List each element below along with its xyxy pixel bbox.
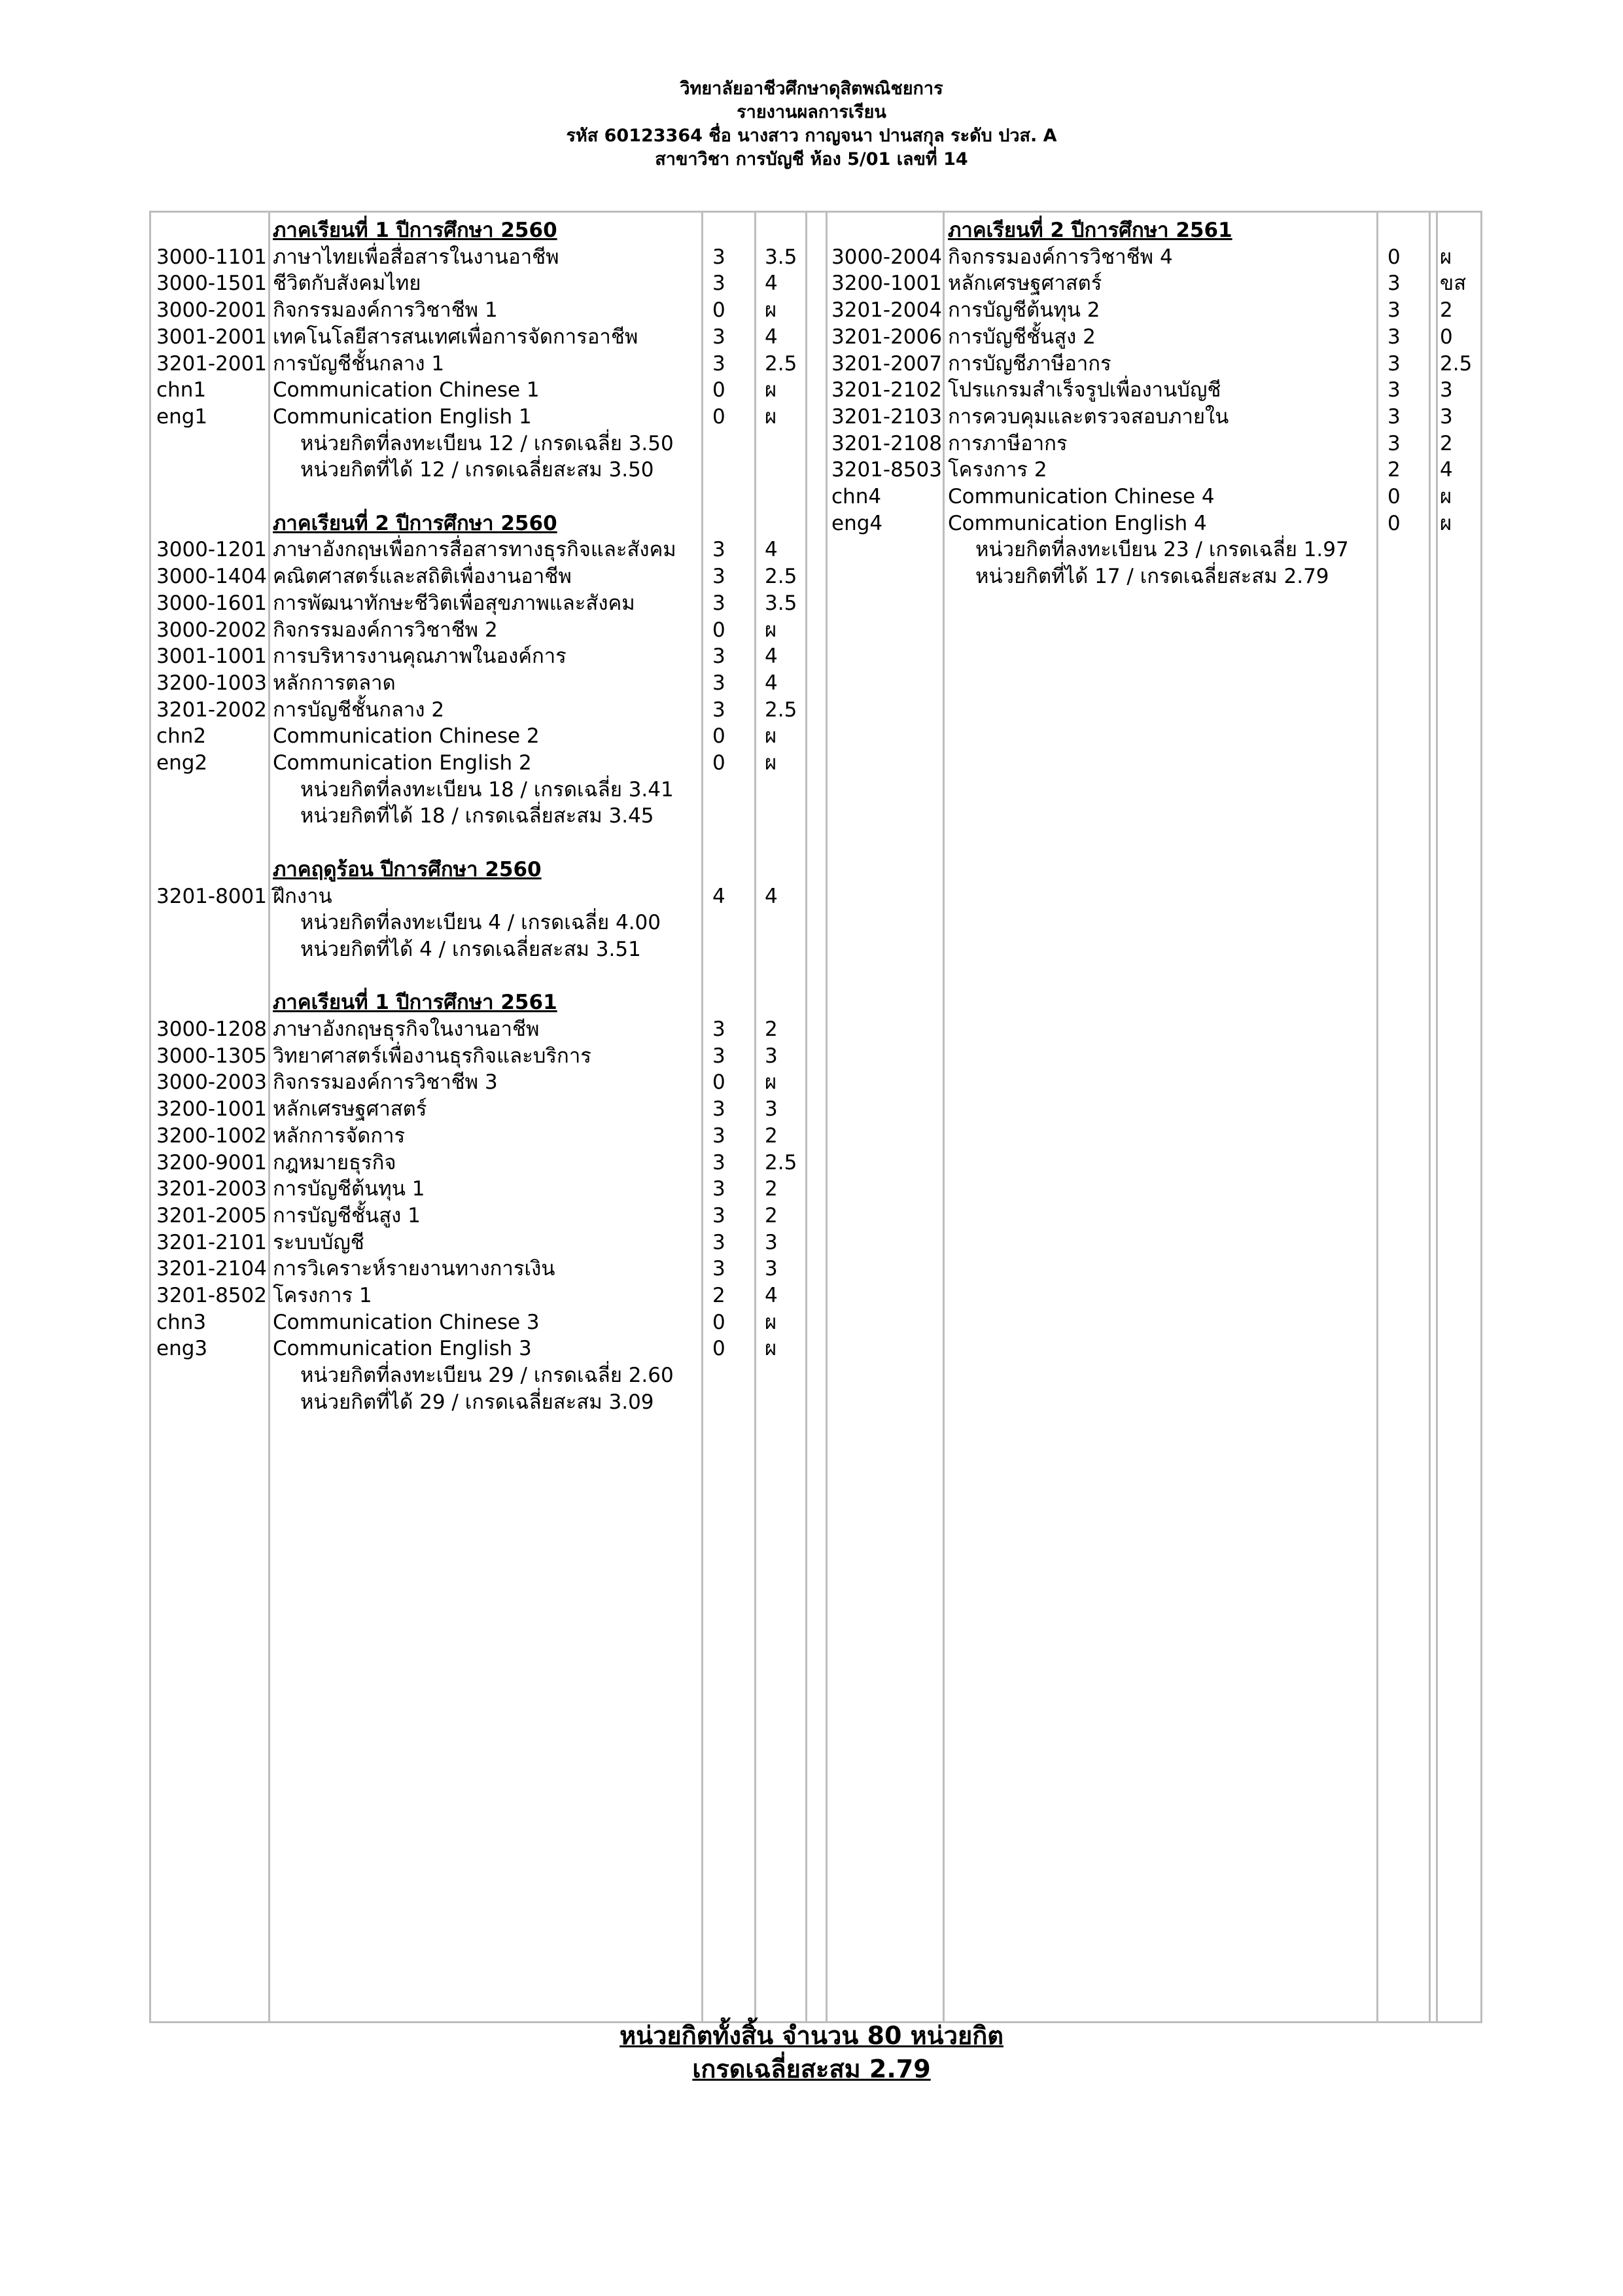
semester-earned-summary: หน่วยกิตที่ได้ 17 / เกรดเฉลี่ยสะสม 2.79 (975, 565, 1329, 589)
course-credit: 3 (712, 1044, 725, 1068)
course-credit: 0 (712, 1070, 725, 1095)
course-credit: 0 (712, 378, 725, 402)
course-name: การบัญชีต้นทุน 1 (273, 1177, 425, 1201)
course-name: ภาษาไทยเพื่อสื่อสารในงานอาชีพ (273, 245, 559, 269)
course-code: 3201-8001 (156, 884, 267, 908)
course-code: 3000-2004 (831, 245, 942, 269)
course-credit: 0 (1387, 511, 1401, 535)
course-name: โปรแกรมสำเร็จรูปเพื่องานบัญชี (948, 378, 1221, 402)
course-credit: 3 (712, 591, 725, 615)
course-row (151, 1282, 1479, 1309)
course-grade: ผ (765, 298, 777, 323)
semester-earned-summary: หน่วยกิตที่ได้ 29 / เกรดเฉลี่ยสะสม 3.09 (300, 1390, 654, 1414)
course-credit: 3 (712, 1097, 725, 1122)
course-credit: 3 (712, 1257, 725, 1281)
course-grade: ผ (765, 378, 777, 402)
semester-earned-summary: หน่วยกิตที่ได้ 4 / เกรดเฉลี่ยสะสม 3.51 (300, 937, 641, 961)
course-row (151, 1150, 1479, 1176)
course-row (151, 723, 1479, 749)
college-name: วิทยาลัยอาชีวศึกษาดุสิตพณิชยการ (680, 79, 943, 99)
course-credit: 3 (1387, 325, 1401, 349)
semester-title: ภาคฤดูร้อน ปีการศึกษา 2560 (273, 857, 542, 881)
course-grade: ผ (765, 724, 777, 749)
course-code: eng3 (156, 1337, 208, 1361)
course-name: หลักการตลาด (273, 671, 396, 695)
course-code: eng1 (156, 404, 208, 429)
course-name: ระบบบัญชี (273, 1230, 364, 1254)
course-credit: 0 (712, 298, 725, 323)
course-name: การบริหารงานคุณภาพในองค์การ (273, 645, 567, 669)
course-grade: 4 (765, 272, 778, 296)
course-credit: 3 (1387, 272, 1401, 296)
course-name: โครงการ 1 (273, 1284, 372, 1307)
course-name: การพัฒนาทักษะชีวิตเพื่อสุขภาพและสังคม (273, 591, 635, 615)
course-grade: ผ (1440, 485, 1452, 508)
course-name: การบัญชีชั้นสูง 1 (273, 1203, 421, 1227)
course-grade: 3.5 (765, 245, 797, 269)
course-code: 3201-2006 (831, 325, 942, 349)
report-header (0, 77, 1623, 171)
course-row (151, 297, 1479, 323)
course-grade: ผ (765, 1310, 777, 1334)
course-code: 3000-1501 (156, 272, 267, 296)
course-name: การภาษีอากร (948, 431, 1068, 455)
course-code: 3201-2103 (831, 404, 942, 429)
course-code: chn4 (831, 485, 882, 508)
course-grade: ผ (765, 404, 777, 429)
course-code: 3201-2003 (156, 1177, 267, 1201)
course-row (151, 617, 1479, 643)
course-name: หลักการจัดการ (273, 1123, 406, 1148)
total-credits: หน่วยกิตทั้งสิ้น จำนวน 80 หน่วยกิต (620, 2021, 1003, 2050)
course-row (151, 1203, 1479, 1229)
course-code: 3000-2003 (156, 1070, 267, 1095)
course-code: 3200-1003 (156, 671, 267, 695)
semester-title: ภาคเรียนที่ 1 ปีการศึกษา 2560 (273, 219, 557, 242)
semester-registered-summary: หน่วยกิตที่ลงทะเบียน 12 / เกรดเฉลี่ย 3.50 (300, 431, 674, 455)
course-code: 3201-2004 (831, 298, 942, 323)
course-grade: ผ (1440, 245, 1452, 269)
course-credit: 3 (712, 1123, 725, 1148)
course-credit: 3 (1387, 378, 1401, 402)
course-credit: 3 (712, 1150, 725, 1174)
course-credit: 3 (712, 245, 725, 269)
course-code: eng4 (831, 511, 883, 535)
course-code: 3200-9001 (156, 1150, 267, 1174)
course-name: Communication English 1 (273, 404, 532, 429)
course-name: กิจกรรมองค์การวิชาชีพ 3 (273, 1070, 498, 1095)
course-code: chn1 (156, 378, 207, 402)
course-row (151, 1229, 1479, 1256)
course-code: 3000-1208 (156, 1017, 267, 1041)
course-grade: 4 (765, 645, 778, 669)
course-grade: 2 (765, 1203, 778, 1227)
course-row (151, 404, 1479, 430)
course-code: 3200-1002 (156, 1123, 267, 1148)
course-row (151, 457, 1479, 483)
course-code: 3201-2001 (156, 351, 267, 376)
course-name: วิทยาศาสตร์เพื่องานธุรกิจและบริการ (273, 1044, 591, 1068)
course-code: chn2 (156, 724, 207, 749)
course-credit: 0 (712, 1310, 725, 1334)
course-grade: ผ (765, 751, 777, 775)
semester-title: ภาคเรียนที่ 2 ปีการศึกษา 2560 (273, 511, 557, 535)
course-credit: 3 (712, 565, 725, 589)
course-grade: 2.5 (765, 1150, 797, 1174)
course-code: 3201-2005 (156, 1203, 267, 1227)
semester-title: ภาคเรียนที่ 2 ปีการศึกษา 2561 (948, 219, 1232, 242)
course-grade: 3 (765, 1044, 778, 1068)
course-credit: 2 (712, 1284, 725, 1307)
course-row (151, 324, 1479, 350)
course-credit: 3 (1387, 431, 1401, 455)
course-name: กฎหมายธุรกิจ (273, 1150, 396, 1174)
course-grade: 2.5 (765, 565, 797, 589)
course-code: 3201-8502 (156, 1284, 267, 1307)
course-credit: 4 (712, 884, 725, 908)
course-row (151, 670, 1479, 696)
course-row (151, 1256, 1479, 1282)
course-code: 3000-1601 (156, 591, 267, 615)
course-name: Communication English 4 (948, 511, 1207, 535)
course-grade: 2 (765, 1123, 778, 1148)
course-code: 3000-1305 (156, 1044, 267, 1068)
course-row (151, 1016, 1479, 1042)
course-name: Communication English 2 (273, 751, 532, 775)
program-info: สาขาวิชา การบัญชี ห้อง 5/01 เลขที่ 14 (655, 149, 968, 169)
course-credit: 0 (712, 724, 725, 749)
course-row (151, 510, 1479, 537)
course-credit: 3 (712, 1230, 725, 1254)
course-name: การบัญชีชั้นสูง 2 (948, 325, 1096, 349)
course-name: Communication Chinese 4 (948, 485, 1215, 508)
course-credit: 3 (1387, 298, 1401, 323)
course-credit: 3 (712, 1203, 725, 1227)
course-grade: 2 (765, 1017, 778, 1041)
course-code: 3000-1101 (156, 245, 267, 269)
course-credit: 0 (712, 1337, 725, 1361)
course-name: กิจกรรมองค์การวิชาชีพ 4 (948, 245, 1173, 269)
course-row (151, 351, 1479, 377)
course-name: โครงการ 2 (948, 458, 1047, 482)
semester-title: ภาคเรียนที่ 1 ปีการศึกษา 2561 (273, 991, 557, 1015)
course-code: 3201-2101 (156, 1230, 267, 1254)
course-name: ฝึกงาน (273, 884, 332, 908)
course-name: การบัญชีชั้นกลาง 2 (273, 698, 445, 722)
course-credit: 0 (1387, 485, 1401, 508)
course-row (151, 697, 1479, 723)
course-grade: ผ (765, 1070, 777, 1095)
course-name: การวิเคราะห์รายงานทางการเงิน (273, 1257, 555, 1281)
course-row (151, 1335, 1479, 1362)
course-grade: 3 (765, 1230, 778, 1254)
course-row (151, 431, 1479, 457)
course-name: การบัญชีชั้นกลาง 1 (273, 351, 445, 376)
course-name: ชีวิตกับสังคมไทย (273, 272, 421, 296)
course-name: เทคโนโลยีสารสนเทศเพื่อการจัดการอาชีพ (273, 325, 638, 349)
course-name: การบัญชีภาษีอากร (948, 351, 1111, 376)
course-credit: 3 (1387, 404, 1401, 429)
course-credit: 3 (712, 1177, 725, 1201)
student-info: รหัส 60123364 ชื่อ นางสาว กาญจนา ปานสกุล ระดับ ปวส. A (566, 126, 1057, 146)
course-credit: 3 (712, 645, 725, 669)
course-code: 3201-2108 (831, 431, 942, 455)
course-grade: 4 (765, 325, 778, 349)
course-code: 3201-2104 (156, 1257, 267, 1281)
semester-registered-summary: หน่วยกิตที่ลงทะเบียน 23 / เกรดเฉลี่ย 1.97 (975, 538, 1349, 562)
course-name: หลักเศรษฐศาสตร์ (948, 272, 1102, 296)
course-grade: 4 (765, 671, 778, 695)
course-row (151, 750, 1479, 776)
course-credit: 2 (1387, 458, 1401, 482)
course-code: 3000-1404 (156, 565, 267, 589)
course-grade: ผ (1440, 511, 1452, 535)
course-code: 3201-2007 (831, 351, 942, 376)
course-name: Communication Chinese 3 (273, 1310, 540, 1334)
course-row (151, 883, 1479, 910)
course-code: 3201-2002 (156, 698, 267, 722)
report-title: รายงานผลการเรียน (737, 102, 886, 122)
course-credit: 0 (712, 618, 725, 642)
semester-registered-summary: หน่วยกิตที่ลงทะเบียน 29 / เกรดเฉลี่ย 2.60 (300, 1364, 674, 1388)
course-row (151, 270, 1479, 296)
course-row (151, 1309, 1479, 1335)
semester-earned-summary: หน่วยกิตที่ได้ 12 / เกรดเฉลี่ยสะสม 3.50 (300, 458, 654, 482)
course-grade: 2.5 (765, 698, 797, 722)
course-name: Communication English 3 (273, 1337, 532, 1361)
course-name: ภาษาอังกฤษธุรกิจในงานอาชีพ (273, 1017, 540, 1041)
course-code: 3000-2002 (156, 618, 267, 642)
course-grade: 2.5 (765, 351, 797, 376)
course-credit: 3 (712, 351, 725, 376)
course-name: คณิตศาสตร์และสถิติเพื่องานอาชีพ (273, 565, 572, 589)
course-name: Communication Chinese 2 (273, 724, 540, 749)
course-grade: ผ (765, 618, 777, 642)
course-grade: 3 (765, 1097, 778, 1122)
course-grade: 3 (1440, 378, 1453, 402)
course-code: 3000-1201 (156, 538, 267, 562)
course-grade: 2 (765, 1177, 778, 1201)
course-grade: 2.5 (1440, 351, 1473, 376)
course-grade: 2 (1440, 431, 1453, 455)
course-row (151, 377, 1479, 403)
course-credit: 3 (712, 538, 725, 562)
course-credit: 3 (712, 1017, 725, 1041)
course-code: 3001-2001 (156, 325, 267, 349)
cumulative-gpa: เกรดเฉลี่ยสะสม 2.79 (692, 2055, 931, 2083)
course-row (151, 1176, 1479, 1202)
course-grade: 3.5 (765, 591, 797, 615)
course-credit: 3 (712, 671, 725, 695)
course-credit: 3 (1387, 351, 1401, 376)
course-name: Communication Chinese 1 (273, 378, 540, 402)
course-credit: 3 (712, 272, 725, 296)
semester-earned-summary: หน่วยกิตที่ได้ 18 / เกรดเฉลี่ยสะสม 3.45 (300, 804, 654, 828)
course-grade: ผ (765, 1337, 777, 1361)
course-credit: 3 (712, 325, 725, 349)
course-code: 3201-8503 (831, 458, 942, 482)
course-code: 3200-1001 (156, 1097, 267, 1122)
course-row (151, 244, 1479, 270)
course-grade: 4 (1440, 458, 1453, 482)
course-name: การควบคุมและตรวจสอบภายใน (948, 404, 1229, 429)
course-grade: 0 (1440, 325, 1453, 349)
course-row (151, 1096, 1479, 1122)
course-row (151, 1043, 1479, 1069)
course-credit: 3 (712, 698, 725, 722)
course-name: การบัญชีต้นทุน 2 (948, 298, 1100, 323)
course-grade: ขส (1440, 272, 1467, 296)
course-name: กิจกรรมองค์การวิชาชีพ 2 (273, 618, 498, 642)
course-row (151, 1069, 1479, 1095)
course-grade: 3 (765, 1257, 778, 1281)
semester-registered-summary: หน่วยกิตที่ลงทะเบียน 4 / เกรดเฉลี่ย 4.00 (300, 911, 661, 935)
course-row (151, 590, 1479, 616)
course-grade: 4 (765, 884, 778, 908)
course-credit: 0 (712, 404, 725, 429)
course-grade: 4 (765, 538, 778, 562)
course-code: 3001-1001 (156, 645, 267, 669)
course-credit: 0 (1387, 245, 1401, 269)
course-row (151, 643, 1479, 669)
course-credit: 0 (712, 751, 725, 775)
semester-registered-summary: หน่วยกิตที่ลงทะเบียน 18 / เกรดเฉลี่ย 3.41 (300, 777, 674, 802)
course-name: กิจกรรมองค์การวิชาชีพ 1 (273, 298, 498, 323)
grade-table (149, 211, 1482, 2023)
course-code: chn3 (156, 1310, 207, 1334)
course-code: eng2 (156, 751, 208, 775)
course-grade: 2 (1440, 298, 1453, 323)
course-row (151, 1123, 1479, 1149)
course-code: 3000-2001 (156, 298, 267, 323)
course-code: 3201-2102 (831, 378, 942, 402)
course-row (151, 484, 1479, 510)
course-name: หลักเศรษฐศาสตร์ (273, 1097, 427, 1122)
course-grade: 4 (765, 1284, 778, 1307)
course-grade: 3 (1440, 404, 1453, 429)
course-name: ภาษาอังกฤษเพื่อการสื่อสารทางธุรกิจและสังคม (273, 538, 676, 562)
course-code: 3200-1001 (831, 272, 942, 296)
